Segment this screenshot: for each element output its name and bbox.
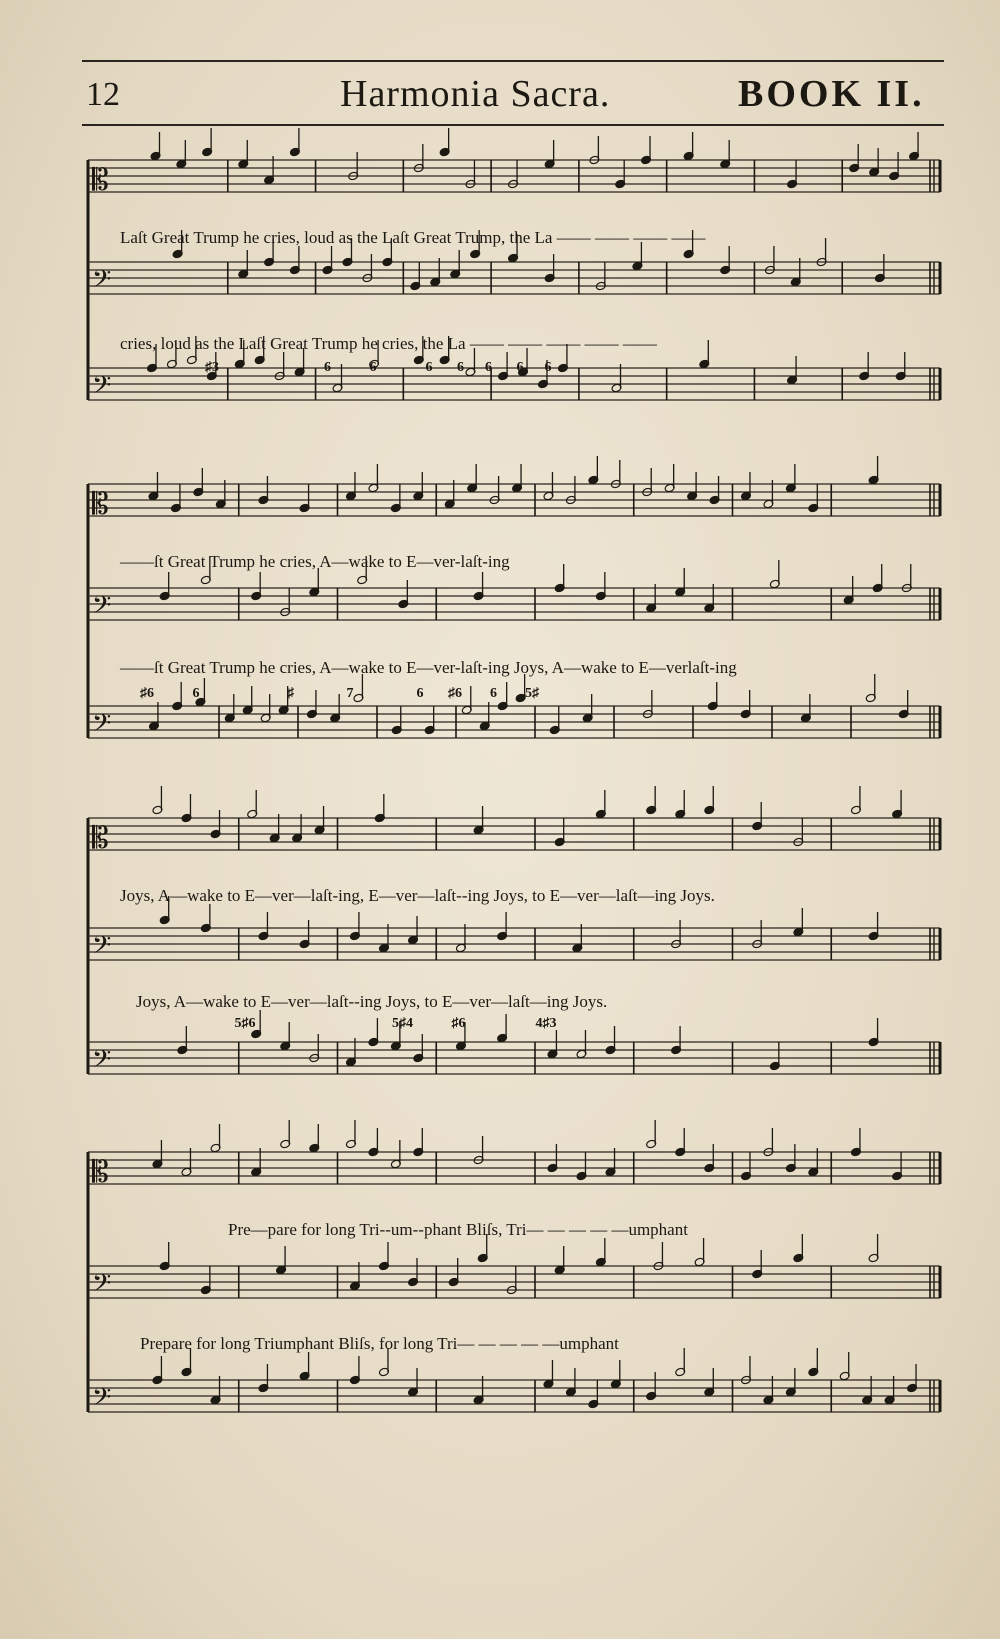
page-number: 12 xyxy=(86,76,120,113)
clef: 𝄢 xyxy=(92,709,112,744)
lyrics-line-middle: cries, loud as the Laſt Great Trump he cries, the La —— —— —— —— —— xyxy=(120,334,657,353)
clef: 𝄢 xyxy=(92,591,112,626)
figured-bass: ♯3 6 6 6 6 6 6 6 xyxy=(205,360,552,375)
clef: 𝄡 xyxy=(92,821,109,856)
running-title: Harmonia Sacra. xyxy=(340,73,611,115)
clef: 𝄡 xyxy=(92,487,109,522)
book-label: BOOK II. xyxy=(738,73,925,115)
lyrics-line-middle: ——ſt Great Trump he cries, A—wake to E—ver-laſt-ing Joys, A—wake to E—verlaſt-ing xyxy=(120,658,737,677)
clef: 𝄢 xyxy=(92,1269,112,1304)
clef: 𝄡 xyxy=(92,1155,109,1190)
clef: 𝄢 xyxy=(92,1383,112,1418)
lyrics-line-upper: Laſt Great Trump he cries, loud as the Laſt Great Trump, the La —— —— —— —— xyxy=(120,228,706,247)
lyrics-line-middle: Prepare for long Triumphant Bliſs, for long Tri— — — — —umphant xyxy=(140,1334,619,1353)
lyrics-line-middle: Joys, A—wake to E—ver—laſt--ing Joys, to E—ver—laſt—ing Joys. xyxy=(136,992,608,1011)
clef: 𝄡 xyxy=(92,163,109,198)
clef: 𝄢 xyxy=(92,265,112,300)
clef: 𝄢 xyxy=(92,1045,112,1080)
lyrics-line-upper: ——ſt Great Trump he cries, A—wake to E—ver-laſt-ing xyxy=(120,552,510,571)
clef: 𝄢 xyxy=(92,931,112,966)
figured-bass: ♯6 6 ♯ 7 6 ♯6 6 5♯ xyxy=(140,686,539,701)
figured-bass: 5♯6 5♯4 ♯6 4♯3 xyxy=(140,1016,557,1031)
lyrics-line-upper: Joys, A—wake to E—ver—laſt-ing, E—ver—laſt--ing Joys, to E—ver—laſt—ing Joys. xyxy=(120,886,715,905)
lyrics-line-upper: Pre—pare for long Tri--um--phant Bliſs, Tri— — — — —umphant xyxy=(228,1220,688,1239)
clef: 𝄢 xyxy=(92,371,112,406)
